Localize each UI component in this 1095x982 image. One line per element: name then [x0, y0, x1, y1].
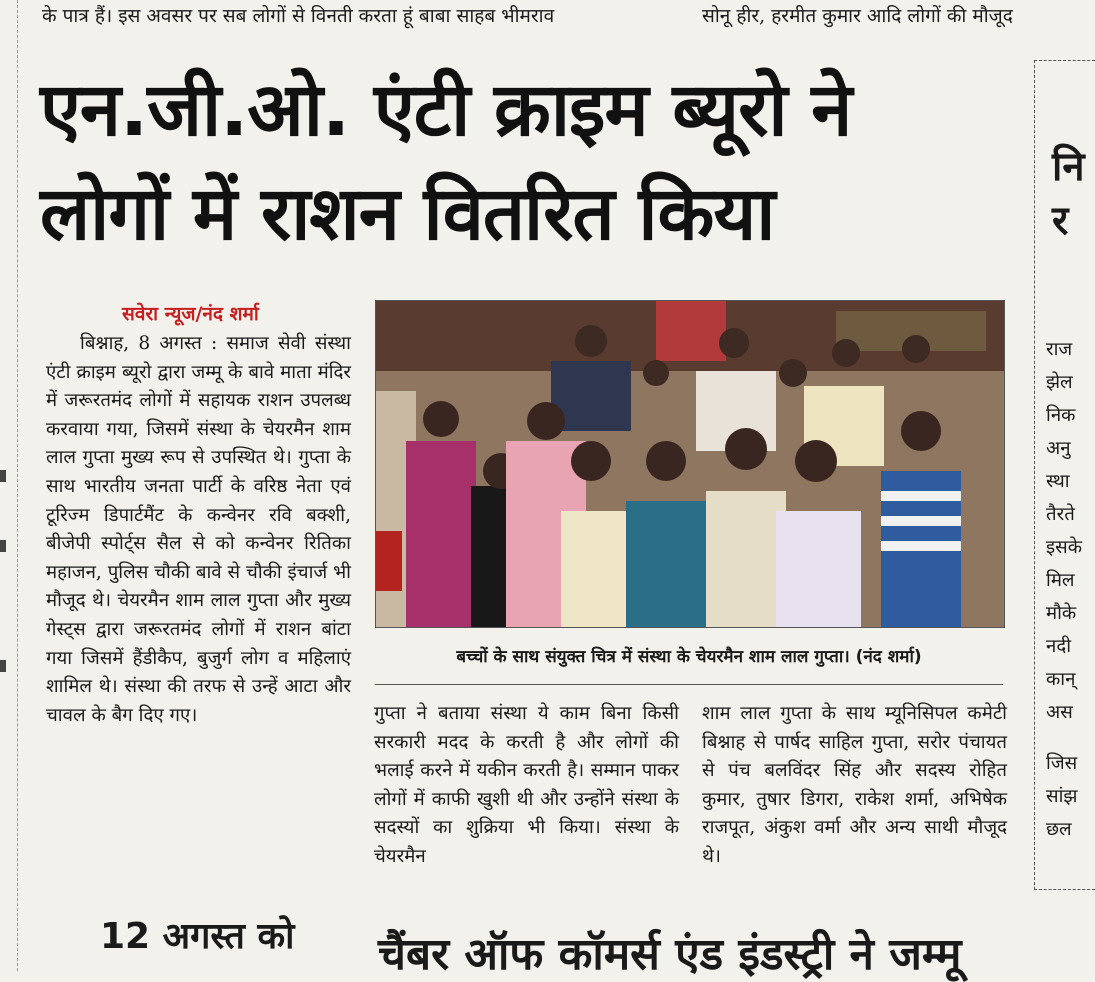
article-column-2	[374, 700, 679, 872]
sidebar-line: मौके	[1046, 603, 1077, 624]
sidebar-line: सांझ	[1046, 786, 1078, 807]
news-photo	[375, 300, 1005, 628]
article-headline	[40, 58, 1015, 266]
byline: सवेरा न्यूज/नंद शर्मा	[122, 303, 259, 325]
article-column-3	[702, 700, 1007, 872]
sidebar-line: कान्	[1046, 669, 1076, 690]
margin-marks	[0, 0, 8, 971]
sidebar-line: जिस	[1046, 753, 1078, 774]
sidebar-line: तैरते	[1046, 504, 1075, 525]
next-story-headline: चैंबर ऑफ कॉमर्स एंड इंडस्ट्री ने जम्मू	[378, 929, 962, 980]
sidebar-headline	[1052, 140, 1092, 248]
top-line-left: के पात्र हैं। इस अवसर पर सब लोगों से विनती करता हूं बाबा साहब भीमराव	[42, 5, 555, 27]
sidebar-line: मिल	[1046, 570, 1075, 591]
sidebar-line: स्था	[1046, 471, 1070, 492]
sidebar-line: छल	[1046, 819, 1072, 840]
sidebar-headline-line-1: नि	[1052, 144, 1085, 190]
headline-line-1: एन.जी.ओ. एंटी क्राइम ब्यूरो ने	[40, 67, 852, 153]
sidebar-line: इसके	[1046, 537, 1082, 558]
sidebar-line: नदी	[1046, 636, 1072, 657]
sidebar-line: अस	[1046, 702, 1073, 723]
sidebar-text	[1046, 333, 1086, 846]
column-3-text: शाम लाल गुप्ता के साथ म्यूनिसिपल कमेटी बिश्नाह से पार्षद साहिल गुप्ता, सरोर पंचायत से पंच बलविंदर सिंह और सदस्य रोहित कुमार, तुषार डिगरा, राकेश शर्मा, अभिषेक राजपूत, अंकुश वर्मा और अन्य साथी मौजूद थे।	[702, 703, 1007, 867]
photo-caption: बच्चों के साथ संयुक्त चित्र में संस्था के चेयरमैन शाम लाल गुप्ता। (नंद शर्मा)	[456, 647, 922, 667]
top-line-right: सोनू हीर, हरमीत कुमार आदि लोगों की मौजूद	[702, 5, 1013, 27]
next-story-subhead: 12 अगस्त को	[100, 916, 295, 957]
caption-divider	[375, 684, 1003, 685]
column-1-text: बिश्नाह, 8 अगस्त : समाज सेवी संस्था एंटी क्राइम ब्यूरो द्वारा जम्मू के बावे माता मंदिर में जरूरतमंद लोगों में सहायक राशन उपलब्ध करवाया गया, जिसमें संस्था के चेयरमैन शाम लाल गुप्ता मुख्य रूप से उपस्थित थे। गुप्ता के साथ भारतीय जनता पार्टी के वरिष्ठ नेता एवं टूरिज्म डिपार्टमैंट के कन्वेनर रवि बक्शी, बीजेपी स्पोर्ट्स सैल से को कन्वेनर रितिका महाजन, पुलिस चौकी बावे से चौकी इंचार्ज भी मौजूद थे। चेयरमैन शाम लाल गुप्ता और मुख्य गेस्ट्स द्वारा जरूरतमंद लोगों में राशन बांटा गया जिसमें हैंडीकैप, बुजुर्ग लोग व महिलाएं शामिल थे। संस्था की तरफ से उन्हें आटा और चावल के बैग दिए गए।	[46, 333, 351, 726]
column-divider	[17, 0, 19, 971]
article-column-1	[46, 330, 351, 730]
sidebar-line: अनु	[1046, 438, 1071, 459]
column-2-text: गुप्ता ने बताया संस्था ये काम बिना किसी सरकारी मदद के करती है और लोगों की भलाई करने में यकीन करती है। सम्मान पाकर लोगों में काफी खुशी थी और उन्होंने संस्था के सदस्यों का शुक्रिया भी किया। संस्था के चेयरमैन	[374, 703, 679, 867]
photo-illustration	[376, 301, 1004, 627]
sidebar-line: राज	[1046, 339, 1073, 360]
sidebar-line: निक	[1046, 405, 1076, 426]
sidebar-line: झेल	[1046, 372, 1073, 393]
headline-line-2: लोगों में राशन वितरित किया	[40, 171, 775, 257]
sidebar-headline-line-2: र	[1052, 198, 1069, 244]
